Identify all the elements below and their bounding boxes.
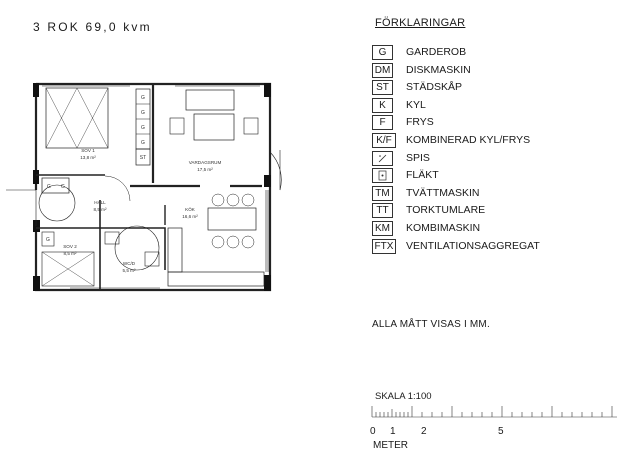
legend-label: DISKMASKIN [406, 63, 471, 76]
legend-label: GARDEROB [406, 46, 467, 58]
legend-symbol: DM [372, 63, 393, 78]
legend-title: FÖRKLARINGAR [375, 17, 466, 29]
legend-label: KOMBINERAD KYL/FRYS [406, 133, 531, 146]
legend-label: TVÄTTMASKIN [406, 186, 480, 199]
room-area: 16,6 m² [182, 214, 198, 219]
legend-symbol: F [372, 115, 393, 130]
measurement-note: ALLA MÅTT VISAS I MM. [372, 319, 490, 330]
cleaning-closet-mark: ST [139, 155, 147, 161]
legend-label: FLÄKT [406, 169, 439, 182]
legend-label: STÄDSKÅP [406, 81, 463, 94]
scale-title: SKALA 1:100 [375, 391, 432, 402]
wardrobe-mark: G [141, 140, 145, 146]
wardrobe-mark: G [141, 110, 145, 116]
legend-symbol: ST [372, 80, 393, 95]
room-name: WC/D [122, 261, 136, 266]
legend-symbol: K [372, 98, 393, 113]
wardrobe-mark: G [61, 184, 65, 190]
room-name: SOV 1 [81, 148, 95, 153]
scale-tick-label: 1 [390, 426, 396, 437]
wardrobe-mark: G [46, 237, 50, 243]
legend-label: KYL [406, 98, 426, 111]
room-area: 8,5 m² [63, 251, 77, 256]
room-area: 13,8 m² [80, 155, 96, 160]
legend-symbol: FTX [372, 239, 396, 254]
legend-symbol: KM [372, 221, 393, 236]
scale-bar [365, 400, 625, 426]
legend-symbol: TM [372, 186, 393, 201]
room-name: SOV 2 [63, 244, 77, 249]
scale-tick-label: 5 [498, 426, 504, 437]
legend-label: VENTILATIONSAGGREGAT [406, 239, 540, 252]
scale-tick-label: 2 [421, 426, 427, 437]
wardrobe-mark: G [141, 95, 145, 101]
room-area: 8,5 m² [93, 207, 107, 212]
fan-icon [372, 168, 393, 183]
legend-label: FRYS [406, 116, 434, 129]
scale-unit: METER [373, 440, 408, 451]
legend-label: KOMBIMASKIN [406, 221, 481, 234]
room-area: 17,5 m² [197, 167, 213, 172]
legend-label: SPIS [406, 151, 430, 164]
room-name: KÖK [185, 207, 195, 212]
room-area: 5,5 m² [122, 268, 136, 273]
legend-symbol: TT [372, 203, 393, 218]
room-name: HALL [94, 200, 106, 205]
legend-symbol: G [372, 45, 393, 60]
wardrobe-mark: G [141, 125, 145, 131]
wardrobe-mark: G [47, 184, 51, 190]
legend-label: TORKTUMLARE [406, 204, 486, 217]
legend-symbol: K/F [372, 133, 396, 148]
stove-icon [372, 151, 393, 166]
page-title: 3 ROK 69,0 kvm [33, 20, 152, 34]
scale-tick-label: 0 [370, 426, 376, 437]
room-name: VARDAGSRUM [188, 160, 222, 165]
